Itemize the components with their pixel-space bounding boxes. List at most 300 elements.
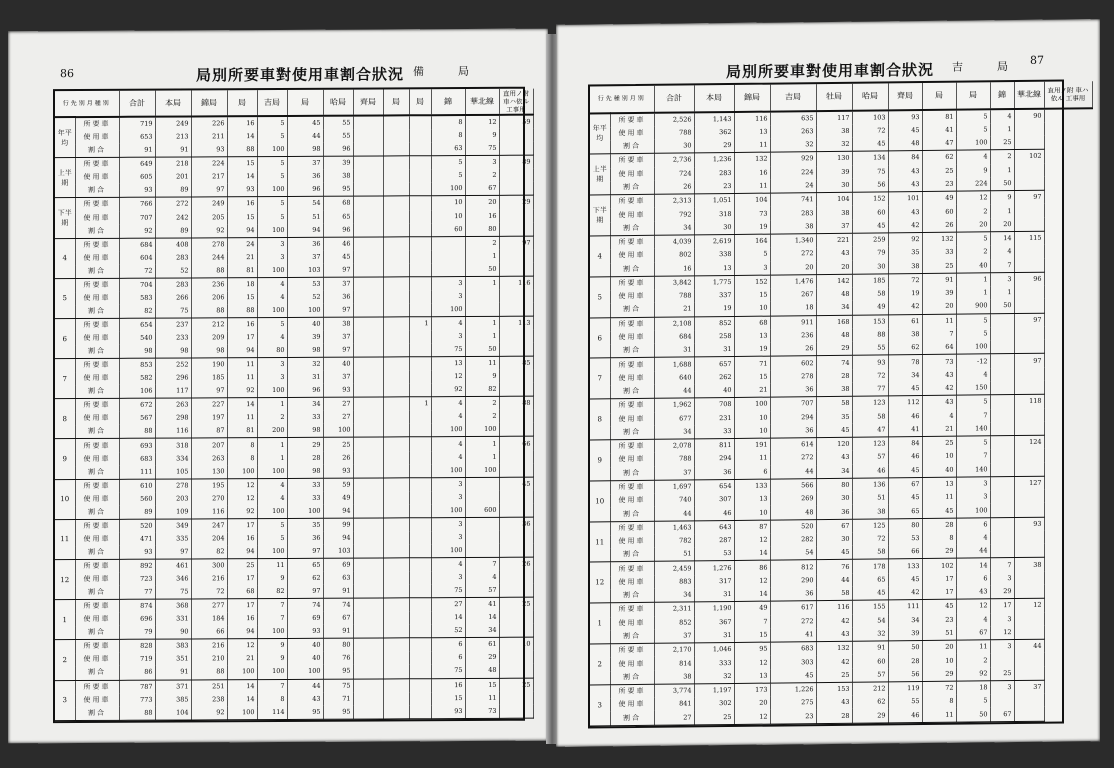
table-cell [499, 490, 533, 503]
table-cell: 773 [119, 693, 155, 706]
table-cell: 87 [191, 425, 227, 439]
table-cell: 27 [323, 411, 353, 424]
table-cell: 1,962 [654, 398, 694, 412]
table-cell: 72 [852, 369, 888, 383]
table-cell: 4,039 [654, 235, 694, 249]
table-cell: 109 [155, 505, 191, 519]
table-cell: 212 [852, 682, 888, 696]
table-cell: 14 [431, 611, 465, 624]
table-cell: 3 [956, 477, 990, 491]
table-cell: 649 [119, 157, 155, 171]
table-cell: 63 [323, 572, 353, 585]
table-cell [353, 585, 383, 599]
period-label: 上半期 [55, 158, 75, 198]
table-cell: 45 [852, 137, 888, 151]
table-cell [990, 544, 1014, 558]
table-cell: 49 [734, 601, 770, 615]
table-cell: 44 [770, 465, 816, 479]
table-cell [383, 277, 409, 291]
table-cell [465, 544, 499, 558]
row-category-label: 所要車 [75, 198, 119, 212]
table-cell: 205 [191, 211, 227, 224]
table-cell: 1 [409, 317, 431, 331]
table-cell: 73 [922, 355, 956, 369]
row-category-label: 割合 [610, 140, 654, 154]
row-category-label: 使用車 [610, 208, 654, 222]
row-category-label: 割合 [610, 222, 654, 236]
table-cell [499, 503, 533, 517]
column-header: 牡局 [816, 84, 852, 111]
table-cell: 20 [990, 218, 1014, 232]
table-cell: 461 [155, 559, 191, 573]
table-cell: 283 [770, 207, 816, 221]
table-cell: 46 [323, 237, 353, 251]
column-header: 哈局 [852, 83, 888, 110]
table-cell: 38 [852, 505, 888, 519]
row-category-label: 所要車 [75, 278, 119, 292]
table-cell [409, 343, 431, 357]
table-cell [383, 652, 409, 665]
table-cell: 684 [654, 330, 694, 344]
table-cell: 28 [287, 451, 323, 464]
table-cell: 111 [888, 600, 922, 614]
table-cell [383, 183, 409, 197]
table-cell [409, 491, 431, 504]
table-cell: 5 [257, 130, 287, 143]
table-cell [383, 411, 409, 424]
table-cell: 5 [257, 518, 287, 532]
table-cell: 74 [816, 356, 852, 370]
row-category-label: 所要車 [610, 358, 654, 372]
table-cell: 29 [499, 196, 533, 210]
table-cell: 66 [499, 437, 533, 451]
table-cell: 103 [323, 545, 353, 559]
table-cell: 33 [694, 425, 734, 439]
table-cell [1014, 462, 1044, 476]
table-cell: 25 [816, 668, 852, 682]
table-cell: 26 [499, 557, 533, 571]
table-cell: 1 [465, 316, 499, 330]
table-cell [353, 344, 383, 358]
table-cell [409, 142, 431, 156]
table-cell: 8 [227, 452, 257, 465]
table-cell [353, 116, 383, 130]
table-cell: 5 [257, 157, 287, 171]
table-cell [383, 477, 409, 491]
row-category-label: 使用車 [75, 372, 119, 385]
table-cell [409, 370, 431, 383]
table-cell [383, 678, 409, 692]
table-cell: 567 [119, 412, 155, 425]
table-cell [353, 384, 383, 398]
table-cell: 61 [888, 314, 922, 328]
table-cell: 6 [956, 517, 990, 531]
table-cell: 92 [431, 383, 465, 397]
table-cell: 30 [816, 533, 852, 547]
table-cell: 17 [922, 586, 956, 600]
table-cell [383, 518, 409, 532]
table-cell [353, 705, 383, 719]
table-cell: 3 [956, 490, 990, 504]
table-cell: 43 [922, 368, 956, 382]
table-cell: 14 [227, 679, 257, 693]
table-cell: 12 [431, 370, 465, 383]
table-cell: 54 [852, 614, 888, 628]
table-cell [353, 665, 383, 679]
table-cell [1014, 612, 1044, 626]
table-cell: 34 [816, 464, 852, 478]
table-cell [1014, 694, 1044, 708]
table-cell [990, 463, 1014, 477]
row-category-label: 使用車 [610, 657, 654, 671]
row-category-label: 使用車 [610, 412, 654, 426]
table-cell: 33 [287, 491, 323, 504]
table-cell [465, 477, 499, 491]
table-cell: 132 [922, 232, 956, 246]
table-cell: 6 [956, 572, 990, 586]
table-cell: 9 [257, 572, 287, 585]
bureau-label-right: 吉 局 [952, 60, 1008, 74]
table-cell: 2 [465, 236, 499, 250]
table-cell: 34 [816, 301, 852, 315]
table-cell: 34 [654, 588, 694, 602]
row-category-label: 割合 [610, 466, 654, 480]
table-cell: 263 [155, 398, 191, 412]
period-label: 4 [55, 238, 75, 278]
table-cell: 94 [323, 531, 353, 544]
table-cell [1014, 490, 1044, 504]
table-cell: 96 [323, 143, 353, 157]
table-cell [990, 381, 1014, 395]
column-header: 局 [287, 90, 323, 116]
table-cell [409, 223, 431, 237]
table-cell: 298 [155, 412, 191, 425]
table-cell: 117 [155, 385, 191, 399]
table-cell: 333 [694, 656, 734, 670]
table-cell [990, 340, 1014, 354]
table-cell: 89 [119, 505, 155, 519]
table-cell [383, 424, 409, 438]
table-cell: 26 [922, 218, 956, 232]
table-cell: 3 [990, 272, 1014, 286]
table-cell: 50 [465, 343, 499, 357]
table-cell: 20 [770, 261, 816, 275]
table-cell: 7 [257, 612, 287, 625]
table-cell: 47 [852, 423, 888, 437]
table-cell: 707 [770, 397, 816, 411]
table-cell: 59 [499, 115, 533, 129]
table-cell: 50 [888, 641, 922, 655]
table-cell [409, 303, 431, 317]
table-cell [353, 678, 383, 692]
table-cell [353, 625, 383, 639]
column-header: 錦 [431, 89, 465, 115]
table-cell: 2,459 [654, 561, 694, 575]
table-cell: 11 [227, 371, 257, 384]
table-cell: 719 [119, 653, 155, 666]
table-cell: 8 [227, 438, 257, 452]
table-cell: 566 [770, 478, 816, 492]
table-cell: 216 [191, 572, 227, 585]
table-cell: 3 [257, 371, 287, 384]
row-category-label: 所要車 [75, 559, 119, 573]
table-cell: 11 [257, 558, 287, 572]
table-cell: 7 [990, 558, 1014, 572]
table-cell: 11 [922, 708, 956, 722]
period-label: 6 [55, 319, 75, 359]
table-cell [990, 653, 1014, 667]
table-cell: 81 [227, 264, 257, 278]
table-cell: 36 [770, 383, 816, 397]
table-cell: 88 [191, 666, 227, 680]
table-cell: 100 [287, 505, 323, 519]
row-category-label: 使用車 [610, 290, 654, 304]
table-cell: 25 [922, 436, 956, 450]
table-cell: 36 [323, 290, 353, 303]
table-cell: 20 [922, 300, 956, 314]
table-cell: 15 [734, 628, 770, 642]
table-cell: 94 [227, 224, 257, 238]
table-cell: 185 [852, 274, 888, 288]
table-cell [353, 210, 383, 223]
table-cell: 56 [852, 178, 888, 192]
period-label: 10 [55, 479, 75, 519]
table-cell: 4 [956, 531, 990, 545]
table-cell [409, 170, 431, 183]
table-cell: 36 [499, 517, 533, 531]
table-cell: 44 [816, 573, 852, 587]
table-cell: 29 [922, 667, 956, 681]
table-cell: 44 [956, 544, 990, 558]
table-cell: 30 [694, 221, 734, 235]
table-cell: 123 [852, 396, 888, 410]
table-cell: 75 [465, 142, 499, 156]
bureau-label-left: 備 局 [413, 64, 469, 79]
table-cell: 42 [816, 614, 852, 628]
table-cell [409, 330, 431, 343]
table-cell [409, 518, 431, 532]
table-cell [1014, 421, 1044, 435]
table-cell: 191 [734, 438, 770, 452]
table-cell: 1 [257, 438, 287, 452]
table-cell: 71 [323, 692, 353, 705]
table-cell [409, 196, 431, 210]
table-cell: 18 [227, 277, 257, 291]
table-cell: 251 [191, 679, 227, 693]
table-cell [990, 531, 1014, 545]
table-cell: 16 [227, 318, 257, 332]
table-cell: 814 [654, 657, 694, 671]
table-cell: 98 [191, 344, 227, 358]
column-header: 本局 [694, 85, 734, 112]
table-cell: 36 [770, 424, 816, 438]
table-cell: 32 [816, 138, 852, 152]
table-cell: 275 [770, 696, 816, 710]
table-cell [499, 209, 533, 222]
period-label: 2 [590, 644, 610, 685]
table-cell: 95 [323, 705, 353, 719]
table-cell [499, 249, 533, 262]
table-cell [353, 357, 383, 371]
table-cell [499, 129, 533, 142]
row-category-label: 使用車 [610, 372, 654, 386]
table-cell: 740 [654, 494, 694, 508]
table-cell: 68 [227, 585, 257, 599]
table-cell [990, 395, 1014, 409]
table-cell [499, 463, 533, 477]
table-cell: 12 [734, 534, 770, 548]
table-cell: 20 [816, 260, 852, 274]
row-category-label: 割合 [75, 224, 119, 238]
period-label: 11 [590, 521, 610, 562]
table-cell [383, 384, 409, 398]
table-cell: 76 [323, 652, 353, 665]
table-cell [353, 290, 383, 303]
table-cell [499, 544, 533, 558]
table-cell: 2 [956, 654, 990, 668]
row-category-label: 使用車 [610, 249, 654, 263]
row-category-label: 割合 [610, 507, 654, 521]
table-cell: 10 [734, 302, 770, 316]
table-cell: 44 [654, 507, 694, 521]
table-cell: 164 [734, 234, 770, 248]
table-cell: 50 [465, 263, 499, 277]
table-cell: 41 [922, 123, 956, 137]
table-cell: 302 [694, 697, 734, 711]
table-cell [1014, 666, 1044, 680]
table-cell: 38 [888, 328, 922, 342]
table-cell: 40 [956, 259, 990, 273]
table-cell: 73 [465, 704, 499, 718]
table-cell: 45 [852, 219, 888, 233]
table-cell: 269 [770, 492, 816, 506]
table-cell: 6 [431, 638, 465, 652]
table-cell: 62 [852, 696, 888, 710]
table-cell: 19 [694, 302, 734, 316]
table-cell: 2 [465, 410, 499, 423]
table-cell: 17 [990, 599, 1014, 613]
table-cell: 14 [956, 558, 990, 572]
table-cell: 1 [409, 397, 431, 411]
table-cell: 10 [734, 411, 770, 425]
row-category-label: 割合 [610, 385, 654, 399]
table-cell: 40 [287, 639, 323, 653]
table-cell: 207 [191, 438, 227, 452]
table-cell: 75 [431, 343, 465, 357]
table-cell [383, 303, 409, 317]
row-category-label: 割合 [610, 262, 654, 276]
table-cell: 98 [287, 344, 323, 358]
table-cell: 65 [852, 573, 888, 587]
table-cell: 11 [734, 139, 770, 153]
row-category-label: 割合 [75, 305, 119, 319]
table-cell: 46 [852, 464, 888, 478]
table-cell: 21 [734, 384, 770, 398]
table-cell: 62 [888, 341, 922, 355]
column-header: 吉局 [770, 84, 816, 111]
table-cell: -12 [956, 354, 990, 368]
table-cell: 71 [734, 357, 770, 371]
table-cell: 75 [431, 584, 465, 598]
table-cell: 82 [191, 545, 227, 559]
table-cell: 30 [816, 492, 852, 506]
table-cell: 96 [287, 183, 323, 197]
table-cell: 58 [852, 287, 888, 301]
table-cell: 31 [287, 371, 323, 384]
table-cell: 272 [770, 451, 816, 465]
table-cell: 5 [956, 232, 990, 246]
table-cell [353, 531, 383, 544]
table-cell: 1 [990, 123, 1014, 137]
table-cell: 93 [1014, 517, 1044, 531]
table-cell [409, 129, 431, 142]
table-cell: 95 [287, 705, 323, 719]
row-category-label: 所要車 [610, 439, 654, 453]
table-cell [353, 451, 383, 464]
table-cell: 15 [734, 370, 770, 384]
table-cell: 282 [770, 533, 816, 547]
table-cell: 31 [694, 629, 734, 643]
table-cell: 270 [191, 492, 227, 505]
table-cell: 133 [734, 479, 770, 493]
table-cell: 25 [227, 559, 257, 573]
table-cell: 249 [191, 197, 227, 211]
table-cell [1014, 571, 1044, 585]
table-cell: 13 [734, 493, 770, 507]
table-cell: 604 [119, 251, 155, 264]
table-cell: 44 [287, 679, 323, 693]
row-category-label: 割合 [75, 465, 119, 479]
table-cell: 19 [734, 220, 770, 234]
table-cell: 31 [654, 344, 694, 358]
table-cell [465, 491, 499, 504]
table-cell: 9 [465, 129, 499, 142]
table-cell: 24 [227, 237, 257, 251]
table-cell [409, 504, 431, 518]
table-cell: 15 [465, 678, 499, 692]
table-cell [1014, 258, 1044, 272]
table-cell: 55 [852, 341, 888, 355]
table-cell: 46 [888, 410, 922, 424]
table-cell: 1 [956, 273, 990, 287]
table-cell: 408 [155, 238, 191, 252]
table-cell [499, 664, 533, 678]
table-cell: 20 [734, 697, 770, 711]
table-cell [499, 423, 533, 437]
table-cell: 55 [323, 116, 353, 130]
row-category-label: 使用車 [75, 533, 119, 546]
table-row [55, 704, 533, 720]
table-cell [353, 183, 383, 197]
table-cell: 97 [1014, 354, 1044, 368]
table-cell: 1 [990, 286, 1014, 300]
table-cell: 61 [465, 638, 499, 652]
table-cell: 258 [694, 330, 734, 344]
table-cell: 1 [465, 450, 499, 463]
table-cell: 11 [227, 358, 257, 372]
table-cell: 117 [816, 110, 852, 125]
table-cell: 112 [888, 396, 922, 410]
table-cell: 93 [852, 355, 888, 369]
table-cell [383, 692, 409, 705]
table-cell: 2 [990, 150, 1014, 164]
table-cell: 367 [694, 616, 734, 630]
table-cell: 34 [654, 221, 694, 235]
row-category-label: 割合 [610, 181, 654, 195]
table-cell: 125 [852, 519, 888, 533]
table-cell: 1,143 [694, 111, 734, 126]
table-cell: 224 [191, 157, 227, 171]
